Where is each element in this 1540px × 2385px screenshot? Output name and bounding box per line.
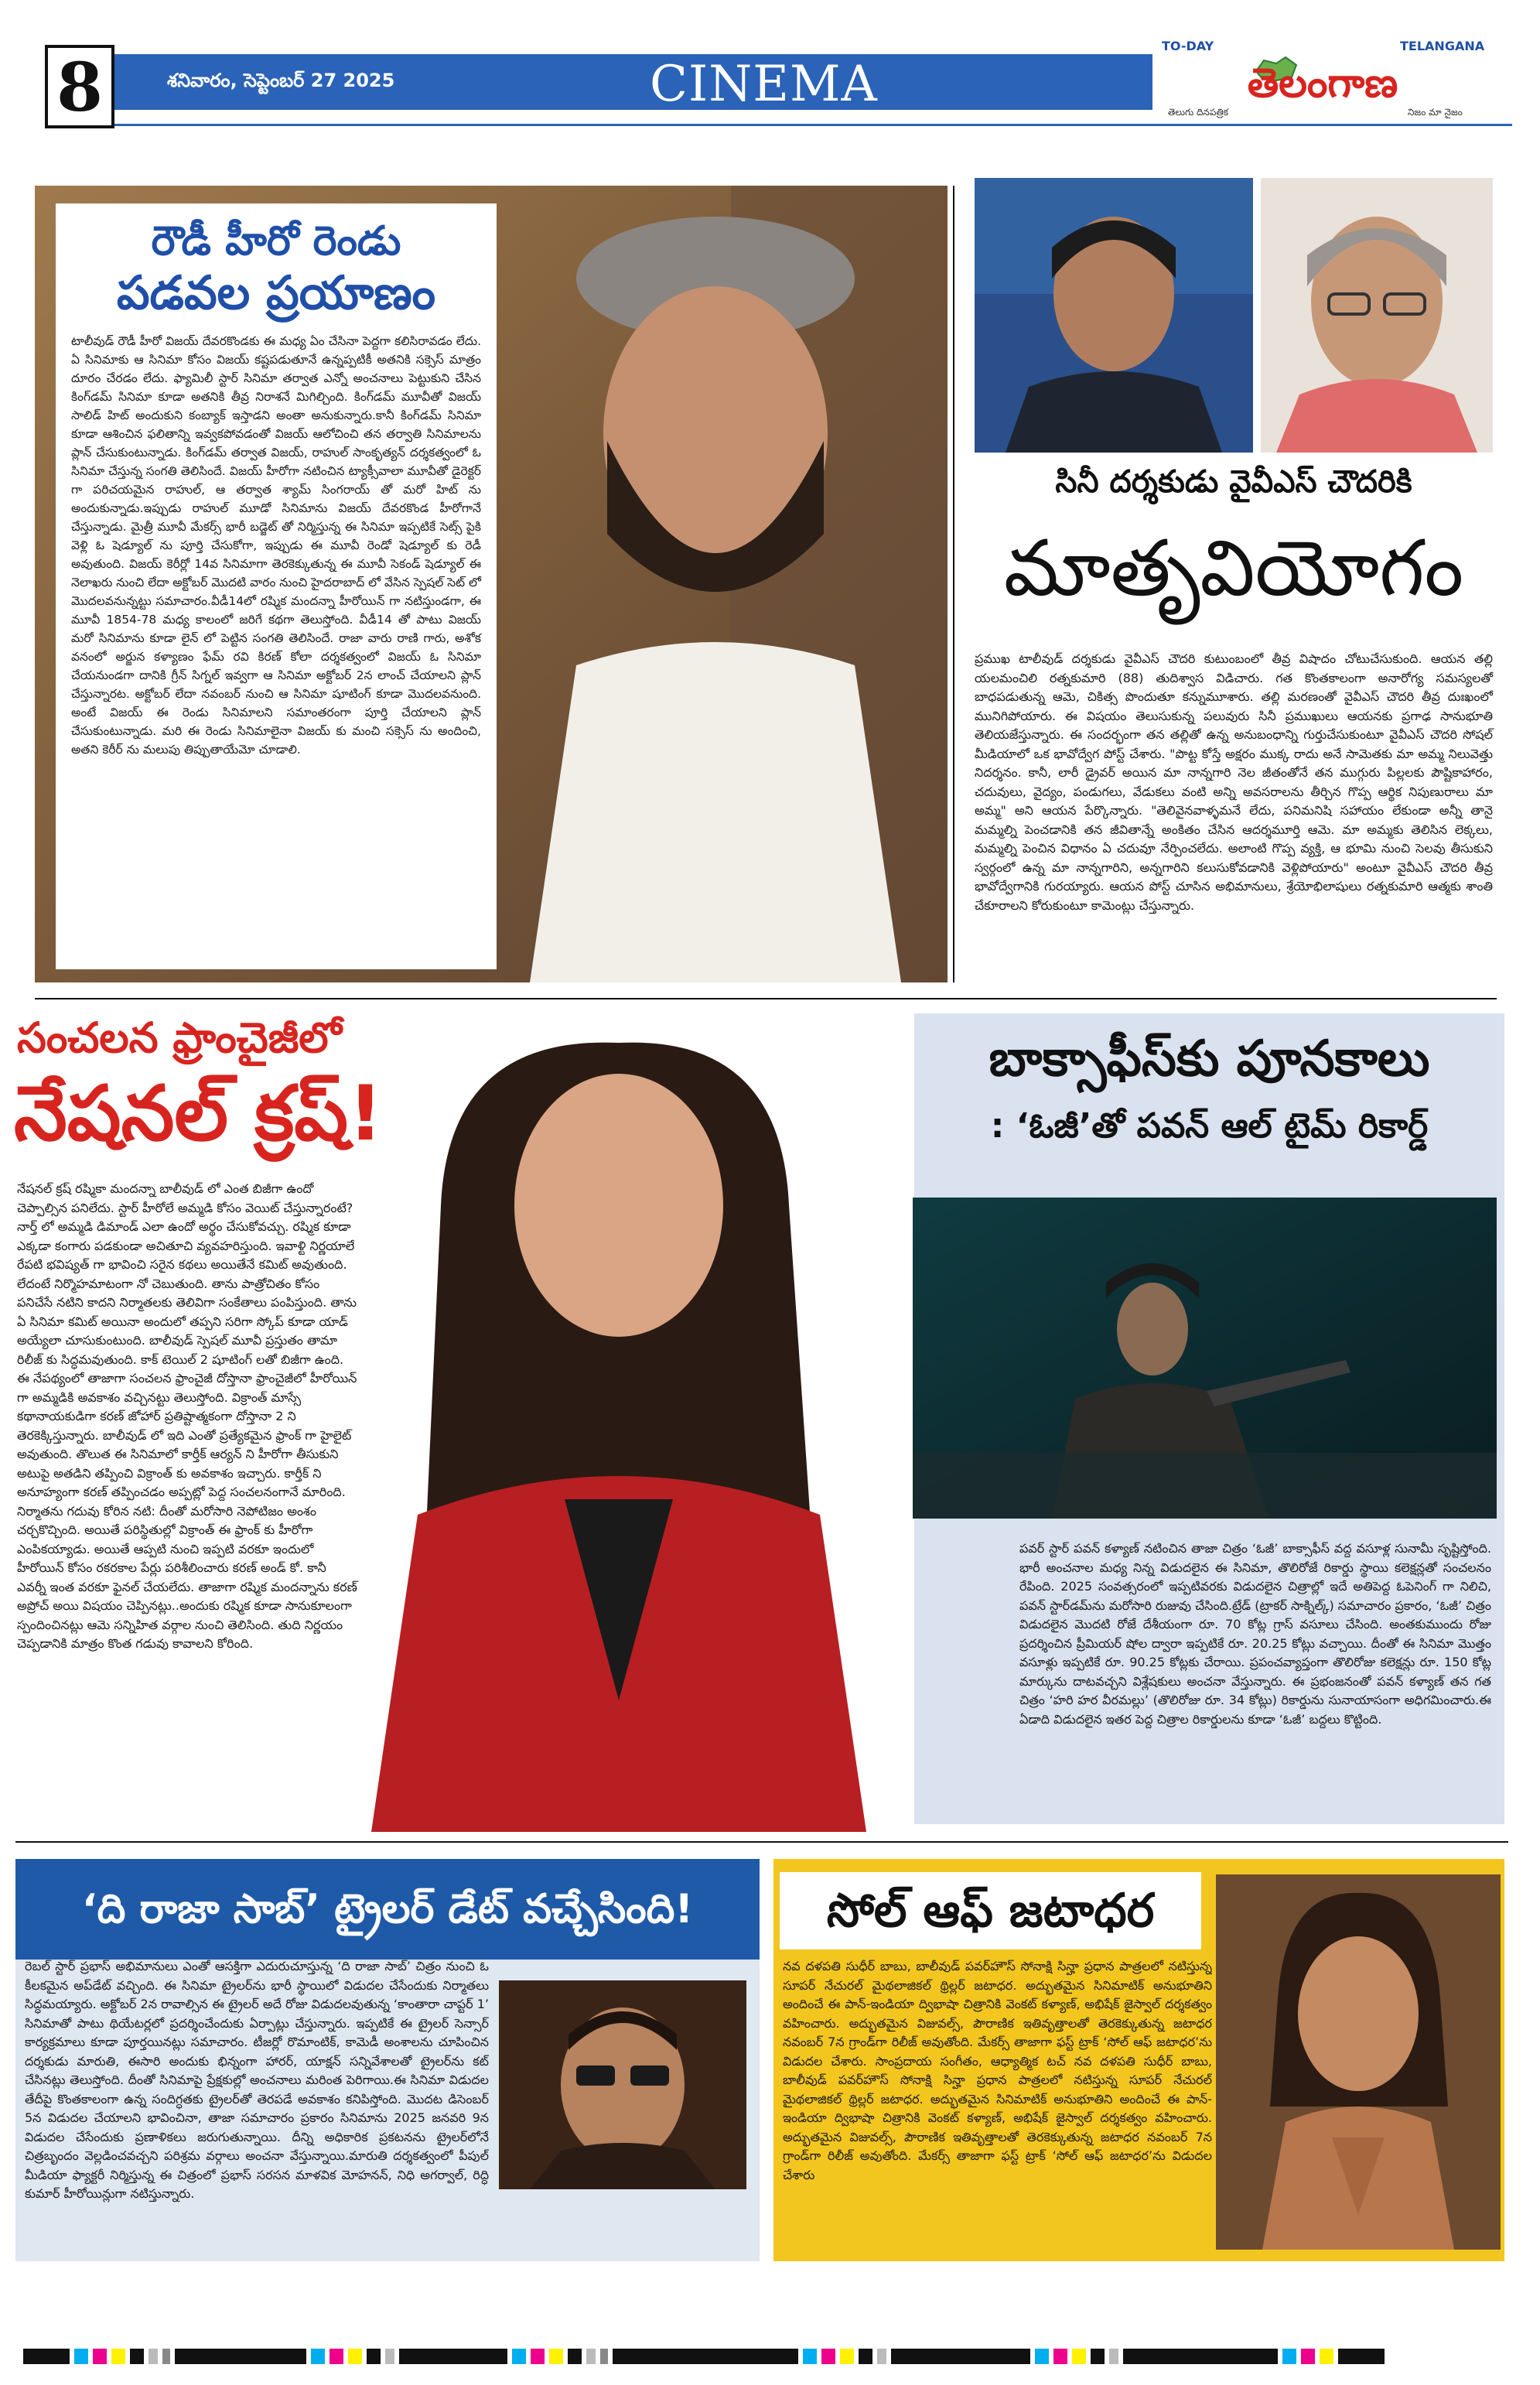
masthead-rule (85, 124, 1512, 126)
jatadhara-headline: సోల్ ఆఫ్ జటాధర (826, 1884, 1155, 1938)
mother-body: ప్రముఖ టాలీవుడ్ దర్శకుడు వైవీఎస్ చౌదరి కుటుంబంలో తీవ్ర విషాదం చోటుచేసుకుంది. ఆయన తల్లి యలమంచిలి రత్నకుమారి (88) తుదిశ్వాస విడిచారు. గత కొంతకాలంగా అనారోగ్య సమస్యలతో బాధపడుతున్న ఆమె, చికిత్స పొందుతూ కన్నుమూశారు. తల్లి మరణంతో వైవీఎస్ చౌదరి తీవ్ర దుఃఖంలో మునిగిపోయారు. ఈ విషయం తెలుసుకున్న పలువురు సినీ ప్రముఖులు ఆయనకు ప్రగాఢ సానుభూతి తెలియజేస్తున్నారు. ఈ సందర్భంగా తన తల్లితో ఉన్న అనుబంధాన్ని గుర్తుచేసుకుంటూ వైవీఎస్ చౌదరి సోషల్ మీడియాలో ఒక భావోద్వేగ పోస్ట్ చేశారు. "పొట్ట కోస్తే అక్షరం ముక్క రాదు అనే సామెతకు మా అమ్మ నిలువెత్తు నిదర్శనం. కానీ, లారీ డ్రైవర్ అయిన మా నాన్నగారి నెల జీతంతోనే తన ముగ్గురు పిల్లలకు పౌష్టికాహారం, చదువులు, వైద్యం, పండుగలు, వేడుకలు వంటి అన్ని అవసరాలను తీర్చిన గొప్ప ఆర్థిక నిపుణురాలు మా అమ్మ" అని ఆయన పేర్కొన్నారు. "తెలివైనవాళ్ళమనే లేదు, పనిమనిషి సహాయం లేకుండా అన్నీ తానై మమ్మల్ని పెంచడానికి తన జీవితాన్నే అంకితం చేసిన ఆదర్శమూర్తి ఆమె. మా అమ్మకు తెలిసిన లెక్కలు, మమ్మల్ని పెంచిన విధానం ఏ చదువూ నేర్పించలేదు. అలాంటి గొప్ప వ్యక్తి, ఆ భూమి నుంచి సెలవు తీసుకుని స్వర్గంలో ఉన్న మా నాన్నగారిని, అన్నగారిని కలుసుకోవడానికి వెళ్లిపోయారు" అంటూ వైవీఎస్ చౌదరి తీవ్ర భావోద్వేగానికి గురయ్యారు. ఆయన పోస్ట్ చూసిన అభిమానులు, శ్రేయోభిలాషులు రత్నకుమారి ఆత్మకు శాంతి చేకూరాలని కోరుకుంటూ కామెంట్లు చేస్తున్నారు. (975, 651, 1493, 913)
rajasaab-headline: ‘ది రాజా సాబ్’ ట్రైలర్ డేట్ వచ్చేసింది! (81, 1886, 694, 1932)
jatadhara-body: నవ దళపతి సుధీర్ బాబు, బాలీవుడ్ పవర్‌హౌస్ సోనాక్షి సిన్హా ప్రధాన పాత్రలలో నటిస్తున్న సూపర్ నేచురల్ మైథలాజికల్ థ్రిల్లర్ జటాధర. అద్భుతమైన సినిమాటిక్ అనుభూతిని అందించే ఈ పాన్-ఇండియా ద్విభాషా చిత్రానికి వెంకట్ కళ్యాణ్, అభిషేక్ జైస్వాల్ దర్శకత్వం వహించారు. అద్భుతమైన విజువల్స్, పౌరాణిక ఇతివృత్తాలతో తెరకెక్కుతున్న జటాధర నవంబర్ 7న గ్రాండ్‌గా రిలీజ్ అవుతోంది. మేకర్స్ తాజాగా ఫస్ట్ ట్రాక్ ‘సోల్ ఆఫ్ జటాధర’ను విడుదల చేశారు. సాంప్రదాయ సంగీతం, ఆధ్యాత్మిక టచ్ నవ దళపతి సుధీర్ బాబు, బాలీవుడ్ పవర్‌హౌస్ సోనాక్షి సిన్హా ప్రధాన పాత్రలలో నటిస్తున్న సూపర్ నేచురల్ మైథలాజికల్ థ్రిల్లర్ జటాధర. అద్భుతమైన సినిమాటిక్ అనుభూతిని అందించే ఈ పాన్-ఇండియా ద్విభాషా చిత్రానికి వెంకట్ కళ్యాణ్, అభిషేక్ జైస్వాల్ దర్శకత్వం వహించారు. అద్భుతమైన విజువల్స్, పౌరాణిక ఇతివృత్తాలతో తెరకెక్కుతున్న జటాధర నవంబర్ 7న గ్రాండ్‌గా రిలీజ్ అవుతోంది. మేకర్స్ తాజాగా ఫస్ట్ ట్రాక్ ‘సోల్ ఆఫ్ జటాధర’ను విడుదల చేశారు (783, 1959, 1212, 2182)
rowdy-headline-1: రౌడీ హీరో రెండు (151, 218, 401, 265)
column-divider-top (953, 186, 954, 982)
mother-kicker: సినీ దర్శకుడు వైవీఎస్ చౌదరికి (1055, 464, 1412, 500)
og-headline: బాక్సాఫీస్‌కు పూనకాలు (989, 1030, 1430, 1088)
logo-wordmark: తెలంగాణ (1247, 60, 1398, 107)
og-body: పవర్ స్టార్ పవన్ కళ్యాణ్ నటించిన తాజా చిత్రం ‘ఓజీ’ బాక్సాఫీస్ వద్ద వసూళ్ల సునామీ సృష్టిస్తోంది. భారీ అంచనాల మధ్య నిన్న విడుదలైన ఈ సినిమా, తొలిరోజే రికార్డు స్థాయి కలెక్షన్లతో సంచలనం రేపింది. 2025 సంవత్సరంలో ఇప్పటివరకు విడుదలైన చిత్రాల్లో ఇదే అతిపెద్ద ఓపెనింగ్ గా నిలిచి, పవన్ స్టార్‌డమ్‌ను మరోసారి రుజువు చేసింది.ట్రేడ్ (ట్రాకర్ సాక్నిల్క్) సమాచారం ప్రకారం, ‘ఓజీ’ చిత్రం విడుదలైన మొదటి రోజే దేశీయంగా రూ. 70 కోట్ల గ్రాస్ వసూలు చేసింది. అంతకుముందు రోజు ప్రదర్శించిన ప్రీమియర్ షోల ద్వారా ఇప్పటికే రూ. 20.25 కోట్లు వచ్చాయి. దీంతో ఈ సినిమా మొత్తం వసూళ్లు ఇప్పటికే రూ. 90.25 కోట్లకు చేరాయి. ప్రపంచవ్యాప్తంగా తొలిరోజు కలెక్షన్లు రూ. 150 కోట్ల మార్కును దాటవచ్చని విశ్లేషకులు అంచనా వేస్తున్నారు. ఈ ప్రభంజనంతో పవన్ కళ్యాణ్ తన గత చిత్రం ‘హరి హర వీరమల్లు’ (తొలిరోజు రూ. 34 కోట్లు) రికార్డును సునాయాసంగా అధిగమించారు.ఈ ఏడాది విడుదలైన ఇతర పెద్ద చిత్రాల రికార్డులను కూడా ‘ఓజీ’ బద్దలు కొట్టింది. (1019, 1541, 1491, 1727)
rowdy-body: టాలీవుడ్ రౌడీ హీరో విజయ్ దేవరకొండకు ఈ మధ్య ఏం చేసినా పెద్దగా కలిసిరావడం లేదు. ఏ సినిమాకు ఆ సినిమా కోసం విజయ్ కష్టపడుతూనే ఉన్నప్పటికీ అతనికి సక్సెస్ మాత్రం దూరం చేరడం లేదు. ఫ్యామిలీ స్టార్ సినిమా తర్వాత ఎన్నో అంచనాలు పెట్టుకుని చేసిన కింగ్‌డమ్ సినిమా కూడా అతనికి తీవ్ర నిరాశనే మిగిల్చింది. కింగ్‌డమ్ మూవీతో విజయ్ సాలిడ్ హిట్ అందుకుని కంబ్యాక్ ఇస్తాడని అంతా అనుకున్నారు.కానీ కింగ్‌డమ్ సినిమా కూడా ఆశించిన ఫలితాన్ని ఇవ్వకపోవడంతో విజయ్ ఆలోచించి తన తర్వాతి సినిమాలను ప్లాన్ చేసుకుంటున్నాడు. కింగ్‌డమ్ తర్వాత విజయ్, రాహుల్ సాంకృత్యన్ దర్శకత్వంలో ఓ సినిమా చేస్తున్న సంగతి తెలిసిందే. విజయ్ హీరోగా నటించిన ట్యాక్సీవాలా మూవీతో డైరెక్టర్ గా పరిచయమైన రాహుల్, ఆ తర్వాత శ్యామ్ సింగరాయ్ తో మరో హిట్ ను అందుకున్నాడు.ఇప్పుడు రాహుల్ మూడో సినిమాను విజయ్ దేవరకొండ హీరోగానే చేస్తున్నాడు. మైత్రీ మూవీ మేకర్స్ భారీ బడ్జెట్ తో నిర్మిస్తున్న ఈ సినిమా ఇప్పటికే సెట్స్ పైకి వెళ్లి ఓ షెడ్యూల్ ను పూర్తి చేసుకోగా, ఇప్పుడు ఈ మూవీ రెండో షెడ్యూల్ కు రెడీ అవుతుంది. విజయ్ కెరీర్లో 14వ సినిమాగా తెరకెక్కుతున్న ఈ మూవీ సెకండ్ షెడ్యూల్ ఈ నెలాఖరు నుంచి లేదా అక్టోబర్ మొదటి వారం నుంచి హైదరాబాద్ లో వేసిన స్పెషల్ సెట్ లో మొదలవనున్నట్టు సమాచారం.వీడీ14లో రష్మిక మందన్నా హీరోయిన్ గా నటిస్తుండగా, ఈ మూవీ 1854-78 మధ్య కాలంలో జరిగే కథగా తెలుస్తోంది. వీడీ14 తో పాటు విజయ్ మరో సినిమాను కూడా లైన్ లో పెట్టిన సంగతి తెలిసిందే. రాజా వారు రాణి గారు, అశోక వనంలో అర్జున కళ్యాణం ఫేమ్ రవి కిరణ్ కోలా దర్శకత్వంలో విజయ్ ఓ సినిమా చేయనుండగా దానికి గ్రీన్ సిగ్నల్ ఇవ్వగా ఆ సినిమా అక్టోబర్ 2న లాంచ్ చేయాలని ప్లాన్ చేస్తున్నారట. అక్టోబర్ లేదా నవంబర్ నుంచి ఆ సినిమా షూటింగ్ కూడా మొదలవనుంది. అంటే విజయ్ ఈ రెండు సినిమాలని సమాంతరంగా పూర్తి చేయాలని ప్లాన్ చేసుకుంటున్నాడు. మరి ఈ రెండు సినిమాలైనా విజయ్ కు మంచి సక్సెస్ ను అందించి, అతని కెరీర్ ను మలుపు తిప్పుతాయేమో చూడాలి. (71, 334, 481, 757)
og-subhead: : ‘ఓజీ’తో పవన్ ఆల్ టైమ్ రికార్డ్ (990, 1106, 1429, 1146)
photo-mother (1261, 178, 1493, 453)
photo-og-still (913, 1198, 1497, 1519)
photo-sudheer (1216, 1874, 1501, 2250)
masthead-date: శనివారం, సెప్టెంబర్ 27 2025 (167, 70, 395, 91)
masthead (31, 37, 1512, 138)
newspaper-logo (1152, 37, 1501, 121)
crush-body: నేషనల్ క్రష్ రష్మికా మందన్నా బాలీవుడ్ లో ఎంత బిజీగా ఉందో చెప్పాల్సిన పనిలేదు. స్టార్ హీరోలే అమ్మడి కోసం వెయిట్ చేస్తున్నారంటే? నార్త్ లో అమ్మడి డిమాండ్ ఎలా ఉందో అర్థం చేసుకోవచ్చు. రష్మిక కూడా ఎక్కడా కంగారు పడకుండా అచితూచి వ్యవహరిస్తుంది. ఇవాళ్టి నిర్ణయాలే రేపటి భవిష్యత్ గా భావించి సరైన కథలు అయితేనే కమిట్ అవుతుంది. లేదంటే నిర్మొహమాటంగా నో చెబుతుంది. తాను పాత్రోచితం కోసం పనిచేసే నటిని కాదని నిర్మాతలకు తెలివిగా సంకేతాలు పంపిస్తుంది. తాను ఏ సినిమా కమిట్ అయినా అందులో తప్పని సరిగా స్కోప్ కూడా యాడ్ అయ్యేలా చూసుకుంటుంది. బాలీవుడ్ స్పెషల్ మూవీ ప్రస్తుతం తామా రిలీజ్ కు సిద్ధమవుతుంది. కాక్ టెయిల్ 2 షూటింగ్ లతో బిజీగా ఉంది. ఈ నేపథ్యంలో తాజాగా సంచలన ఫ్రాంచైజీ దోస్తానా ఫ్రాంచైజీలో హీరోయిన్ గా అమ్మడికి అవకాశం వచ్చినట్టు తెలుస్తోంది. విక్రాంత్ మాస్సే కథానాయకుడిగా కరణ్ జోహార్ ప్రతిష్టాత్మకంగా దోస్తానా 2 ని తెరకెక్కిస్తున్నారు. బాలీవుడ్ లో ఇది ఎంతో ప్రత్యేకమైన ఫ్రాంక్ గా హైలైట్ అవుతుంది. తొలుత ఈ సినిమాలో కార్తీక్ ఆర్యన్ ని హీరోగా తీసుకుని అటుపై అతడిని తప్పించి విక్రాంత్ కు అవకాశం ఇచ్చారు. కార్తీక్ ని అనూహ్యంగా కరణ్ తప్పించడం అప్పట్లో పెద్ద సంచలనంగానే మారింది. నిర్మాతను గదువు కోరిన నటి: దీంతో మరోసారి నెపోటిజం అంశం చర్చకొచ్చింది. అయితే పరిస్థితుల్లో విక్రాంత్ ఈ ఫ్రాంక్ కు హీరోగా ఎంపికయ్యాడు. అయితే ఆప్పటి నుంచి ఇప్పటి వరకూ ఇందులో హీరోయిన్ కోసం రకరకాల పేర్లు పరిశీలించారు కరణ్ అండ్ కో. కానీ ఎవర్నీ ఇంత వరకూ ఫైనల్ చేయలేదు. తాజాగా రష్మిక మందన్నాను కరణ్ అప్రోచ్ అయి విషయం చెప్పినట్లు..అందుకు రష్మిక కూడా సానుకూలంగా స్పందించినట్లు ఆమె సన్నిహిత వర్గాల నుంచి తెలిసింది. తుది నిర్ణయం చెప్పడానికి మాత్రం కొంత గడువు కావాలని కోరింది. (17, 1181, 357, 1651)
photo-yvs-chowdary (975, 178, 1253, 453)
crush-headline-1: సంచలన ఫ్రాంచైజీలో (17, 1013, 342, 1062)
rowdy-headline-2: పడవల ప్రయాణం (116, 266, 436, 321)
logo-tag-right: నిజం మా నైజం (1408, 107, 1463, 118)
rowdy-text-box (56, 203, 497, 969)
logo-today: TO-DAY (1162, 39, 1214, 53)
row-divider-2 (15, 1841, 1508, 1843)
photo-prabhas (499, 1980, 746, 2189)
color-registration-strip (23, 2349, 1516, 2366)
row-divider-1 (35, 998, 1497, 999)
rajasaab-body-part1: రెబల్ స్టార్ ప్రభాస్ అభిమానులు ఎంతో ఆసక్తిగా ఎదురుచూస్తున్న ‘ది రాజా సాబ్’ చిత్రం నుంచి ఓ కీలకమైన అప్‌డేట్ వచ్చింది. ఈ సినిమా ట్రైలర్‌ను భారీ స్థాయిలో విడుదల చేసేందుకు నిర్మాతలు సిద్ధమయ్యారు. అక్టోబర్ 2న రావాల్సిన ఈ ట్రైలర్ అదే రోజు విడుదలవుతున్న ‘కాంతారా చాప్టర్ 1’ సినిమాతో పాటు థియేటర్లలో ప్రదర్శించేందుకు ఏర్పాట్లు చేస్తున్నారు. ఇప్పటికే ఈ ట్రైలర్ సెన్సార్ కార్యక్రమాలు కూడా పూర్తయినట్లు సమాచారం. టీజర్లో రొమాంటిక్, కామెడీ అంశాలను చూపించిన దర్శకుడు మారుతి, ఈసారి అందుకు భిన్నంగా హారర్, యాక్షన్ సన్నివేశాలతో ట్రైలర్‌ను కట్ చేసినట్లు తెలుస్తోంది. దీంతో సినిమాపై ప్రేక్షకుల్లో అంచనాలు మరింత పెరిగాయి.ఈ సినిమా విడుదల తేదీపై కొంతకాలంగా ఉన్న సందిగ్ధతకు ట్రైలర్‌తో తెరపడే అవకాశం కనిపిస్తోంది. మొదట డిసెంబర్ 5న విడుదల చేయాలని భావించినా, తాజా సమాచారం ప్రకారం సినిమాను 2025 జనవరి 9న విడుదల చేసేందుకు ప్రణాళికలు జరుగుతున్నాయి. దీన్ని అధికారిక ప్రకటనను ట్రైలర్‌లోనే చిత్రబృందం వెల్లడించవచ్చని పరిశ్రమ వర్గాలు అంచనా వేస్తున్నాయి.మారుతి దర్శకత్వంలో పీపుల్ మీడియా ఫ్యాక్టరీ నిర్మిస్తున్న ఈ చిత్రంలో ప్రభాస్ సరసన మాళవిక మోహనన్, నిధి అగర్వాల్, రిద్ధి కుమార్ హీరోయిన్లుగా నటిస్తున్నారు. (25, 1959, 489, 2201)
logo-tag-left: తెలుగు దినపత్రిక (1168, 107, 1229, 118)
crush-headline-2: నేషనల్ క్రష్! (14, 1070, 383, 1158)
mother-headline: మాతృవియోగం (1003, 523, 1464, 613)
page-number: 8 (45, 45, 114, 128)
section-title: CINEMA (650, 56, 878, 113)
logo-telangana: TELANGANA (1400, 39, 1485, 53)
